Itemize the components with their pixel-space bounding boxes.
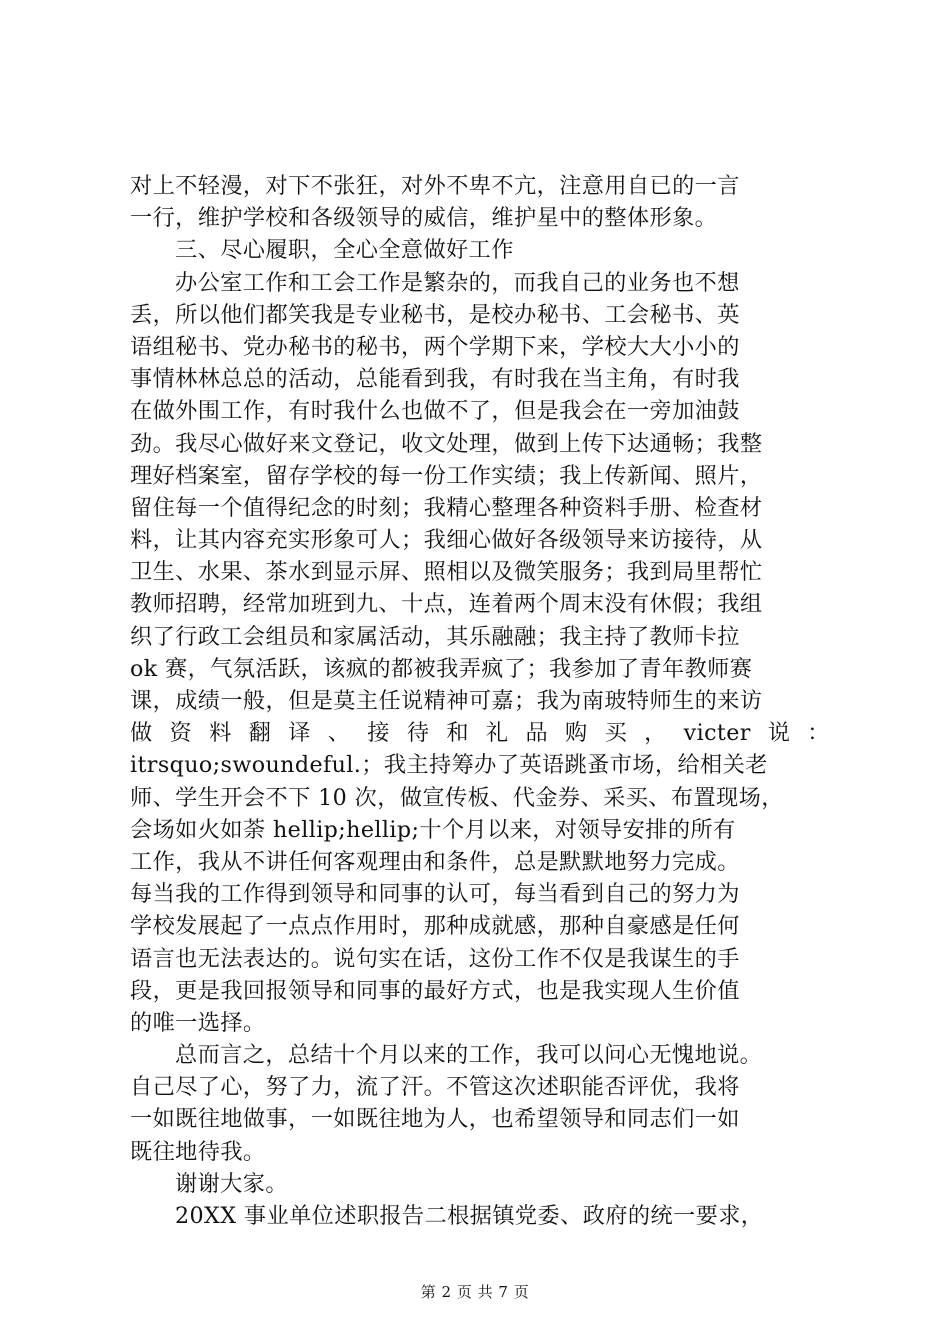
- paragraph-start: 20XX 事业单位述职报告二根据镇党委、政府的统一要求，: [175, 1203, 764, 1229]
- text-line: 会场如火如荼 hellip;hellip;十个月以来，对领导安排的所有: [130, 816, 736, 843]
- text-token: 资: [169, 720, 193, 747]
- text-line: 语组秘书、党办秘书的秘书，两个学期下来，学校大大小小的: [130, 333, 740, 360]
- text-line: 丢，所以他们都笑我是专业秘书，是校办秘书、工会秘书、英: [130, 301, 740, 328]
- text-line: 每当我的工作得到领导和同事的认可，每当看到自己的努力为: [130, 881, 740, 908]
- text-token: 礼: [485, 720, 509, 747]
- text-line: 卫生、水果、茶水到显示屏、照相以及微笑服务；我到局里帮忙: [130, 559, 763, 586]
- text-token: 和: [446, 720, 469, 747]
- text-token: victer: [683, 720, 751, 747]
- text-line: 一如既往地做事，一如既往地为人，也希望领导和同志们一如: [130, 1106, 740, 1133]
- section-heading: 三、尽心履职，全心全意做好工作: [175, 237, 514, 264]
- text-line: itrsquo;swoundeful.；我主持筹办了英语跳蚤市场，给相关老: [130, 752, 768, 779]
- text-token: 品: [525, 720, 549, 747]
- text-line: 既往地待我。: [130, 1138, 266, 1165]
- text-token: 购: [565, 720, 588, 747]
- paragraph-start: 总而言之，总结十个月以来的工作，我可以问心无愧地说。: [175, 1042, 763, 1069]
- justified-text-line: [130, 717, 830, 749]
- text-token: 、: [327, 720, 351, 747]
- text-token: ：: [807, 720, 830, 747]
- text-token: 翻: [248, 720, 272, 747]
- text-line: 工作，我从不讲任何客观理由和条件，总是默默地努力完成。: [130, 848, 740, 875]
- text-token: 买: [604, 720, 628, 747]
- text-line: 一行，维护学校和各级领导的威信，维护星中的整体形象。: [130, 205, 718, 232]
- page-number-footer: 第 2 页 共 7 页: [420, 1283, 530, 1301]
- paragraph-start: 办公室工作和工会工作是繁杂的，而我自己的业务也不想: [175, 269, 740, 296]
- text-line: 学校发展起了一点点作用时，那种成就感，那种自豪感是任何: [130, 913, 740, 940]
- text-line: 留住每一个值得纪念的时刻；我精心整理各种资料手册、检查材: [130, 494, 763, 521]
- document-body: [130, 170, 830, 1232]
- text-line: 课，成绩一般，但是莫主任说精神可嘉；我为南玻特师生的来访: [130, 688, 763, 714]
- text-line: 在做外围工作，有时我什么也做不了，但是我会在一旁加油鼓: [130, 398, 740, 425]
- text-line: 织了行政工会组员和家属活动，其乐融融；我主持了教师卡拉: [130, 623, 740, 650]
- text-line: 的唯一选择。: [130, 1009, 266, 1036]
- text-line: 对上不轻漫，对下不张狂，对外不卑不亢，注意用自已的一言: [130, 173, 740, 199]
- text-token: 说: [767, 720, 791, 747]
- text-line: 段，更是我回报领导和同事的最好方式，也是我实现人生价值: [130, 977, 740, 1004]
- text-line: 语言也无法表达的。说句实在话，这份工作不仅是我谋生的手: [130, 945, 740, 972]
- text-line: 料，让其内容充实形象可人；我细心做好各级领导来访接待，从: [130, 527, 763, 554]
- text-line: 理好档案室，留存学校的每一份工作实绩；我上传新闻、照片，: [130, 462, 763, 489]
- text-line: 自己尽了心，努了力，流了汗。不管这次述职能否评优，我将: [130, 1074, 740, 1101]
- text-line: 师、学生开会不下 10 次，做宣传板、代金券、采买、布置现场，: [130, 784, 784, 811]
- text-token: 待: [406, 720, 430, 747]
- text-line: ok 赛，气氛活跃，该疯的都被我弄疯了；我参加了青年教师赛: [130, 655, 753, 682]
- text-line: 劲。我尽心做好来文登记，收文处理，做到上传下达通畅；我整: [130, 430, 763, 457]
- text-token: 做: [130, 720, 153, 747]
- text-token: 料: [209, 720, 232, 747]
- text-line: 事情林林总总的活动，总能看到我，有时我在当主角，有时我: [130, 366, 740, 393]
- text-token: 译: [288, 720, 311, 747]
- text-line: 教师招聘，经常加班到九、十点，连着两个周末没有休假；我组: [130, 591, 763, 618]
- paragraph-start: 谢谢大家。: [175, 1170, 288, 1197]
- text-token: 接: [367, 720, 390, 747]
- text-token: ，: [644, 720, 667, 747]
